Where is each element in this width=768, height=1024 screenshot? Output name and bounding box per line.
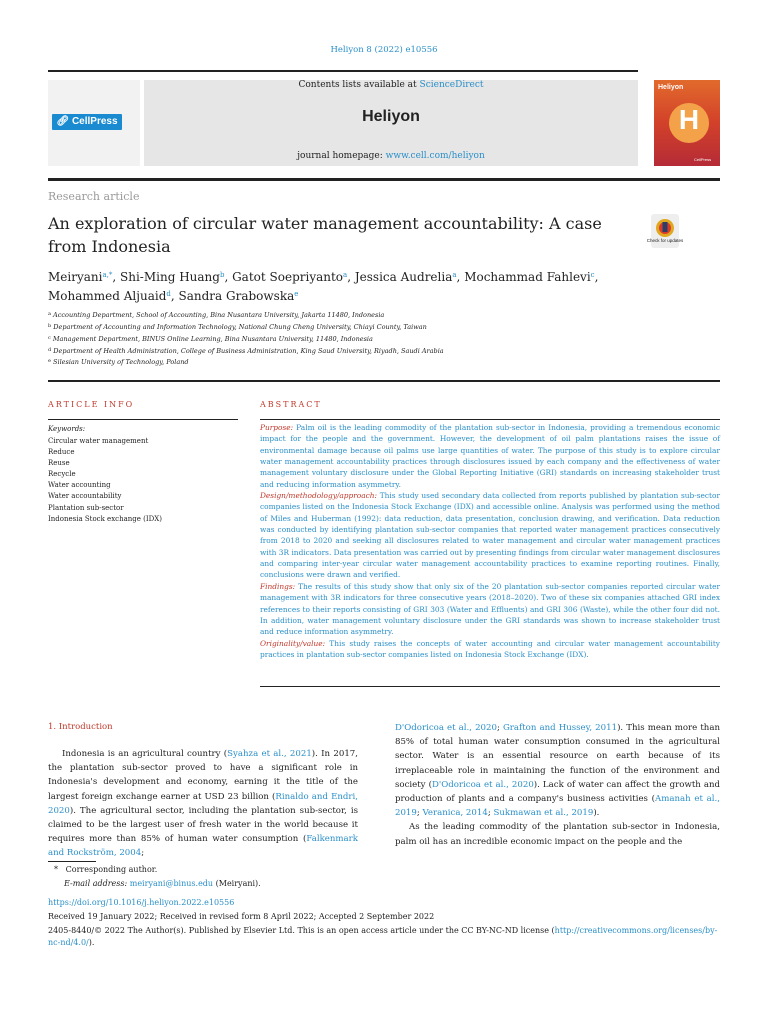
cover-letter: H bbox=[678, 104, 700, 135]
email-link[interactable]: meiryani@binus.edu bbox=[129, 879, 214, 888]
contents-prefix: Contents lists available at bbox=[298, 80, 420, 90]
abstract-paragraph bbox=[260, 422, 720, 490]
author-affiliation-mark[interactable]: a bbox=[343, 271, 348, 279]
citation-link[interactable]: D'Odoricoa et al., 2020 bbox=[395, 723, 497, 733]
crossmark-label: Check for updates bbox=[646, 238, 684, 243]
abstract-text: The results of this study show that only six of the 20 plantation sub-sector companies reported circular water management with 3R indicators for three consecutive years (2018–2020). Two of these six companies attached GRI index references to their reports consisting of GRI 303 (Water and Effluents) and GRI 306 (Waste), while the other four did not. In addition, water management voluntary disclosure under the GRI standards was shown to increase stakeholder trust and reduce information asymmetry. bbox=[260, 581, 720, 637]
abstract-text: This study raises the concepts of water accounting and circular water management accountability practices in plantation sub-sector companies listed on Indonesia Stock Exchange (IDX). bbox=[260, 638, 720, 659]
abstract-paragraph bbox=[260, 638, 720, 661]
intro-right-column bbox=[395, 721, 720, 849]
affiliation-mark: b bbox=[48, 323, 52, 329]
corresponding-mark: * bbox=[54, 865, 58, 874]
affiliation-mark: d bbox=[48, 347, 52, 353]
author-name[interactable]: Mohammed Aljuaid bbox=[48, 289, 167, 303]
keyword[interactable]: Water accounting bbox=[48, 481, 111, 490]
license-link[interactable]: http://creativecommons.org/licenses/by-nc-nd/4.0/ bbox=[48, 926, 718, 947]
author-name[interactable]: Shi-Ming Huang bbox=[120, 270, 220, 284]
intro-paragraph-1-continued bbox=[395, 721, 720, 820]
authors-rule bbox=[48, 380, 720, 382]
sciencedirect-link[interactable]: ScienceDirect bbox=[419, 80, 484, 90]
license-note bbox=[48, 925, 720, 949]
received-dates: Received 19 January 2022; Received in revised form 8 April 2022; Accepted 2 September 2022 bbox=[48, 912, 435, 921]
body-text: ; bbox=[496, 723, 503, 733]
affiliation-text: Silesian University of Technology, Poland bbox=[50, 358, 189, 366]
keyword[interactable]: Water accountability bbox=[48, 492, 122, 501]
affiliation bbox=[48, 311, 720, 319]
cellpress-logo[interactable] bbox=[52, 114, 122, 130]
citation-link[interactable]: Sukmawan et al., 2019 bbox=[493, 808, 594, 819]
author-affiliation-mark[interactable]: a,* bbox=[102, 271, 113, 279]
intro-left-column bbox=[48, 747, 358, 861]
abstract-rule bbox=[260, 419, 720, 420]
article-info-rule bbox=[48, 419, 238, 420]
corresponding-text: Corresponding author. bbox=[65, 865, 158, 874]
cellpress-logo-text: CellPress bbox=[71, 116, 118, 127]
citation-link[interactable]: Syahza et al., 2021 bbox=[227, 749, 312, 759]
section-heading-introduction: 1. Introduction bbox=[48, 722, 113, 732]
affiliation-text: Management Department, BINUS Online Learning, Bina Nusantara University, 11480, Indonesia bbox=[50, 335, 373, 343]
affiliation-mark: c bbox=[48, 335, 51, 341]
keyword[interactable]: Indonesia Stock exchange (IDX) bbox=[48, 514, 162, 523]
keywords-heading: Keywords: bbox=[48, 425, 86, 433]
intro-paragraph-2: As the leading commodity of the plantation sub-sector in Indonesia, palm oil has an incredible economic impact on the people and the bbox=[395, 822, 720, 847]
citation-link[interactable]: Falkenmark and Rockström, 2004 bbox=[48, 834, 358, 859]
body-text: ; bbox=[141, 848, 145, 859]
header-bottom-rule bbox=[48, 178, 720, 181]
abstract-heading: ABSTRACT bbox=[260, 400, 322, 409]
journal-cover-image[interactable] bbox=[654, 80, 720, 166]
author-name[interactable]: Sandra Grabowska bbox=[178, 289, 295, 303]
article-info-heading: ARTICLE INFO bbox=[48, 400, 135, 409]
citation-link[interactable]: D'Odoricoa et al., 2020 bbox=[431, 779, 534, 790]
author-separator: , bbox=[456, 270, 465, 284]
abstract-paragraph bbox=[260, 581, 720, 638]
journal-reference[interactable]: Heliyon 8 (2022) e10556 bbox=[330, 45, 438, 55]
affiliation-text: Department of Accounting and Information Technology, National Chung Cheng University, Chiayi County, Taiwan bbox=[51, 323, 427, 331]
author-separator: , bbox=[347, 270, 355, 284]
author-affiliation-mark[interactable]: d bbox=[166, 290, 171, 298]
body-text: ; bbox=[487, 808, 494, 819]
article-type: Research article bbox=[48, 190, 140, 203]
affiliation-mark: e bbox=[48, 358, 51, 364]
affiliation-text: Department of Health Administration, College of Business Administration, King Saud University, Riyadh, Saudi Arabia bbox=[51, 347, 444, 355]
body-text: ). The agricultural sector, including the plantation sub-sector, is claimed to be the largest user of fresh water in the world because it requires more than 85% of human water consumption ( bbox=[48, 805, 358, 845]
author-separator: , bbox=[170, 289, 179, 303]
affiliation bbox=[48, 358, 720, 366]
citation-link[interactable]: Grafton and Hussey, 2011 bbox=[502, 723, 618, 733]
contents-line bbox=[144, 80, 638, 90]
keyword[interactable]: Reuse bbox=[48, 459, 70, 468]
body-text: ; bbox=[416, 808, 423, 819]
abstract-label: Design/methodology/approach: bbox=[260, 491, 378, 501]
citation-link[interactable]: Amanah et al., 2019 bbox=[395, 794, 721, 819]
link-icon: 🔗︎ bbox=[56, 116, 70, 127]
body-text: ). This mean more than 85% of total human water consumption consumed in the agricultural sector. Water is an essential resource on earth because of its irreplaceable role in maintaining the function of the environment and society ( bbox=[395, 723, 720, 790]
body-text: Indonesia is an agricultural country ( bbox=[62, 749, 228, 759]
keyword[interactable]: Plantation sub-sector bbox=[48, 503, 124, 512]
abstract-paragraph bbox=[260, 490, 720, 581]
header-rule bbox=[48, 70, 638, 72]
keyword[interactable]: Recycle bbox=[48, 470, 76, 479]
citation-link[interactable]: Veranica, 2014 bbox=[422, 808, 488, 819]
author-name[interactable]: Meiryani bbox=[48, 270, 103, 284]
body-text: ). In 2017, the plantation sub-sector proved to have a significant role in Indonesia's development and economy, earning it the title of the largest foreign exchange earner at USD 23 billion ( bbox=[48, 749, 358, 802]
author-list bbox=[48, 268, 720, 306]
corresponding-author-note bbox=[54, 865, 157, 874]
author-affiliation-mark[interactable]: e bbox=[294, 290, 299, 298]
abstract-label: Originality/value: bbox=[260, 638, 326, 648]
citation-link[interactable]: Rinaldo and Endri, 2020 bbox=[48, 791, 358, 816]
body-text: ). bbox=[593, 808, 600, 819]
footnote-rule bbox=[48, 861, 96, 862]
author-separator: , bbox=[224, 270, 233, 284]
affiliation bbox=[48, 347, 720, 355]
author-separator: , bbox=[112, 270, 121, 284]
homepage-prefix: journal homepage: bbox=[297, 151, 386, 161]
affiliation bbox=[48, 323, 720, 331]
affiliation-text: Accounting Department, School of Accounting, Bina Nusantara University, Jakarta 11480, Indonesia bbox=[50, 311, 385, 319]
cover-publisher: CellPress bbox=[694, 157, 712, 162]
email-note bbox=[64, 879, 261, 888]
author-name[interactable]: Gatot Soepriyanto bbox=[232, 270, 344, 284]
author-name[interactable]: Mochammad Fahlevi bbox=[464, 270, 591, 284]
affiliation-mark: a bbox=[48, 311, 51, 317]
author-affiliation-mark[interactable]: a bbox=[452, 271, 457, 279]
keyword-list bbox=[48, 436, 238, 525]
author-name[interactable]: Jessica Audrelia bbox=[354, 270, 453, 284]
keyword[interactable]: Circular water management bbox=[48, 437, 149, 445]
homepage-link[interactable]: www.cell.com/heliyon bbox=[385, 151, 485, 161]
email-suffix: (Meiryani). bbox=[215, 879, 261, 888]
email-label: E-mail address: bbox=[64, 879, 128, 888]
intro-paragraph-1 bbox=[48, 747, 358, 861]
crossmark-bookmark bbox=[663, 222, 668, 232]
homepage-line bbox=[144, 151, 638, 161]
abstract-body bbox=[260, 422, 720, 660]
keyword[interactable]: Reduce bbox=[48, 448, 75, 457]
author-affiliation-mark[interactable]: c bbox=[590, 271, 595, 279]
abstract-text: Palm oil is the leading commodity of the plantation sub-sector in Indonesia, providing a tremendous economic impact for the people and the government. However, the development of oil palm plantations raises the issue of environmental damage because oil palms use large quantities of water. The purpose of this study is to explore circular water management accountability practices through disclosures issued by each company and the effectiveness of water management voluntary disclosure under the Global Reporting Initiative (GRI) standards on increasing stakeholder trust and reducing information asymmetry. bbox=[260, 423, 720, 489]
abstract-label: Purpose: bbox=[260, 423, 294, 432]
doi-link[interactable]: https://doi.org/10.1016/j.heliyon.2022.e10556 bbox=[48, 898, 235, 907]
cover-title: Heliyon bbox=[658, 84, 684, 91]
body-text: ). Lack of water can affect the growth and production of plants and a company's business activities ( bbox=[395, 779, 721, 805]
license-prefix: 2405-8440/© 2022 The Author(s). Published by Elsevier Ltd. This is an open access article under the CC BY-NC-ND license ( bbox=[48, 926, 555, 935]
crossmark-icon[interactable] bbox=[645, 214, 685, 254]
abstract-bottom-rule bbox=[260, 686, 720, 687]
journal-name: Heliyon bbox=[362, 108, 420, 125]
author-affiliation-mark[interactable]: b bbox=[219, 271, 225, 279]
affiliation bbox=[48, 335, 720, 343]
abstract-text: This study used secondary data collected from reports published by plantation sub-sector companies listed on the Indonesia Stock Exchange (IDX) and accessible online. Analysis was performed using the method of Miles and Huberman (1992): data reduction, data presentation, conclusion drawing, and verification. Data reduction was conducted by identifying plantation sub-sector companies that reported water management practices consecutively from 2018 to 2020 and seeking all disclosures related to water management and circular water management practices with 3R indicators. Data presentation was carried out by presenting findings from circular water management disclosures and comparing inter-year circular water management accountability practices to examine reporting routines. Finally, conclusions were drawn and verified. bbox=[260, 491, 720, 580]
article-title: An exploration of circular water management accountability: A case from Indonesia bbox=[48, 214, 602, 256]
abstract-label: Findings: bbox=[260, 581, 296, 591]
license-suffix: ). bbox=[88, 938, 95, 947]
author-separator: , bbox=[594, 270, 599, 284]
